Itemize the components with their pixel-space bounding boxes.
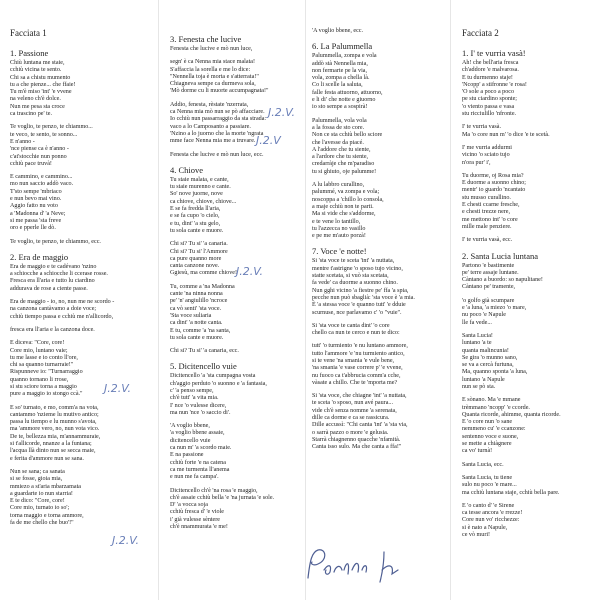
lyric-line: trèmmano 'ncopp' 'e ccorde.	[462, 404, 530, 411]
column-divider	[450, 0, 451, 600]
lyric-line: tutt' 'o turmiento 'e nu luntano ammore,	[312, 343, 408, 350]
lyric-line: e 'a luna, 'a miezo 'o mare,	[462, 305, 527, 312]
lyric-line: e pe me m'auto porzà!	[312, 233, 366, 240]
lyric-line: Era de maggio e te cadévano 'nzino	[10, 263, 97, 270]
lyric-line: Fenesta che lucive e mò nun luce,	[170, 46, 253, 52]
lyric-line: mentr' io guardo 'ncantato	[462, 187, 526, 194]
lyric-line: vicino 'o sciato tujo	[462, 152, 510, 159]
column-songs-6-7	[312, 28, 430, 452]
lyric-line: si è nato a Napule,	[462, 524, 508, 531]
lyric-line: Core mio, luntano vaie;	[10, 347, 68, 354]
lyric-line: ca pure quanno more	[170, 255, 222, 262]
lyric-line: Dille accussì: "Chi canta 'int' 'a 'sta via,	[312, 422, 408, 429]
lyric-line: se mette a chiàgnere	[462, 441, 512, 448]
lyric-line: pure a maggio io stongo ccà."	[10, 391, 83, 398]
lyric-line: ca vo' turnà!	[462, 448, 493, 455]
lyric-line: 'Mò dorme cu li muorte accumpagnata!"	[170, 88, 269, 95]
column-divider	[158, 0, 159, 600]
lyric-line: e nun me fa campa'.	[170, 474, 219, 481]
lyric-line: Si 'sta voce te canta dint' 'o core	[312, 322, 390, 329]
lyric-line: e nun bevo mai vino.	[10, 196, 62, 203]
song-block	[312, 41, 430, 240]
handwritten-signature	[300, 540, 420, 590]
lyric-line: "Nennella toja è morta e s'atterrata!"	[170, 73, 259, 80]
lyric-line: Tu m'è miso 'int' 'e vvene	[10, 89, 72, 96]
lyric-line: me mettono int' 'o core	[462, 216, 518, 223]
lyric-line: Canta isso sulo. Ma che canta a ffa!"	[312, 444, 402, 451]
lyric-line: vola, zompa a chella là.	[312, 75, 370, 82]
lyric-line: ca vò senti' 'sta voce.	[170, 305, 222, 312]
lyric-line: vaco a lo Camposanto a passiare.	[170, 123, 251, 130]
lyric-line: scurnuse, nce parlavamo c' 'o "vuie".	[312, 309, 402, 316]
lyric-line: So' nove juorne, nove	[170, 191, 223, 198]
lyric-line: Palummella, vola vola	[312, 117, 367, 124]
lyric-line: nu poco 'e Napule	[462, 312, 506, 319]
lyric-line: te veco, te sento, te sonno...	[10, 131, 78, 138]
lyric-line: Fresca era ll'aria e tutto lu ciardino	[10, 278, 95, 285]
lyric-line: Nun se sana; ca sanata	[10, 468, 65, 475]
lyric-line: Quanta ricorde, ahimme, quanta ricorde.	[462, 411, 561, 418]
lyric-line: pecche nun può sbaglià: 'sta voce è 'a mia.	[312, 294, 415, 301]
lyric-line: cante 'na ninna nonna	[170, 291, 223, 298]
lyric-line: Dicitencello ch'è 'na rosa 'e maggio,	[170, 487, 258, 494]
lyric-line: Ah! che bell'aria fresca	[462, 60, 519, 66]
lyric-line: c'at'stocchie nun ponno	[10, 153, 67, 160]
lyric-line: te sceta 'o sposo, nun avé paura...	[312, 400, 393, 407]
lyric-line: 'Sta voce suliaria	[170, 312, 212, 319]
lyric-line: ch'è tutt' 'a vita mia.	[170, 395, 219, 402]
lyric-line: Chiagneva sempe ca durmeva sola,	[170, 81, 256, 88]
lyric-line: 'a voglio bbene assaie,	[170, 430, 225, 437]
lyric-line: Rispunneve io: "Turnarraggio	[10, 369, 83, 376]
lyric-line: a maje cchiù non te parti.	[312, 203, 374, 210]
lyric-line: Te voglio, te penzo, te chiammo, ecc.	[10, 238, 101, 245]
lyric-line: quanno tornano li rrose,	[10, 376, 69, 383]
lyric-line: Aggio fatto nu voto	[10, 203, 58, 210]
lyric-line: Fenesta che lucive e mò nun luce, ecc.	[170, 151, 264, 158]
lyric-line: ca tesse ancora 'e rrezze!	[462, 510, 523, 517]
lyric-line: E na passione	[170, 452, 204, 459]
lyric-line: I' me vurria addurmi	[462, 144, 512, 151]
lyric-line: Core mio, turnato io so';	[10, 505, 70, 512]
lyric-line: E 'o core nun 'o sane	[462, 419, 513, 426]
handwritten-mark: J.2.V.	[236, 265, 263, 278]
lyric-line: ch'è nnammurata 'e me!	[170, 524, 228, 531]
handwritten-mark: J.2.V.	[112, 534, 139, 547]
lyric-line: tu staie murenno e cante.	[170, 184, 231, 191]
lyric-line: Starrà chiagnenno quacche 'nfamità.	[312, 436, 401, 443]
lyric-line: Si 'sta voce te sceta 'int' 'a nuttata,	[312, 258, 395, 265]
lyric-line: Tu duorme, oj Rosa mia?	[462, 172, 524, 179]
lyric-line: si te vene 'na smania 'e vule bene,	[312, 357, 395, 364]
lyric-line: e se fa cupo 'o cielo,	[170, 213, 220, 220]
lyric-line: I' te vurria vasà.	[462, 124, 501, 131]
lyric-line: passa lu tiempo e lu munno s'avota,	[10, 419, 97, 426]
handwritten-mark: J.2.V.	[268, 106, 295, 119]
lyric-line: Nun me pesa sta croce	[10, 103, 65, 110]
lyric-line: I' te vurria vasà, ecc.	[462, 237, 513, 244]
lyric-line: 'nce piense ca è n'anno -	[10, 146, 69, 153]
lyric-line: ce vò muri!	[462, 532, 491, 539]
lyric-line: stu musso curallino.	[462, 194, 511, 201]
lyric-line: torna maggio e torna ammore,	[10, 512, 84, 519]
lyric-line: lle fa vede...	[462, 319, 492, 326]
lyric-line: ca Nenna mia mò nun se pò affacciare.	[170, 109, 265, 116]
lyric-line: E diceva: "Core, core!	[10, 340, 65, 347]
lyric-line: a l'ardore che tu siente,	[312, 154, 369, 161]
lyric-line: na canzona cantàvamo a doie voce;	[10, 306, 97, 313]
lyric-line: ch'aggio perduto 'o suonno e 'a fantasia,	[170, 380, 267, 387]
lyric-line: Ma, quanno sponta 'a luna,	[462, 369, 528, 376]
lyric-line: E tu, comme 'a 'na santa,	[170, 327, 231, 334]
lyric-line: E cammino, e cammino...	[10, 174, 73, 181]
column-divider	[305, 0, 306, 600]
song-title: 2. Santa Lucia luntana	[462, 250, 539, 261]
handwritten-mark: J.2.V.	[104, 382, 131, 395]
lyric-line: Dicitencello 'a 'sta cumpagna vosta	[170, 373, 256, 380]
lyric-line: fresca era ll'aria e la canzona doce.	[10, 326, 95, 333]
lyric-line: nun se pò sta.	[462, 383, 496, 390]
lyric-line: Ggiesù, ma comme chiove!	[170, 270, 238, 277]
lyric-line: Chi si? Tu si' 'a canaria.	[170, 241, 228, 248]
lyric-line: n'ora pur' i',	[462, 159, 491, 166]
lyric-line: l'acqua llà dinto nun se secca maie,	[10, 448, 96, 455]
song-block	[462, 48, 592, 245]
lyric-line: si me passa 'sta freve	[10, 217, 62, 224]
song-block	[312, 28, 430, 35]
lyric-line: E sònano. Ma 'e mmane	[462, 397, 521, 404]
lyric-line: Si 'sta voce, che chiagne 'int' 'a nuttata,	[312, 393, 407, 400]
lyric-line: Partono 'e bastimente	[462, 262, 515, 269]
lyric-line: e li di' che notte e giuorno	[312, 97, 376, 104]
song-block	[10, 252, 118, 528]
lyric-line: cchiù tiempo passa e cchiù me n'allicordo,	[10, 313, 114, 320]
song-title: 6. La Palummella	[312, 41, 373, 52]
lyric-line: Santa Lucia!	[462, 332, 493, 339]
lyric-line: A l'addore che tu siente,	[312, 146, 371, 153]
lyric-line: 'o golfo già scumpare	[462, 297, 515, 304]
lyric-line: Chiù luntana me staie,	[10, 60, 65, 66]
lyric-line: Chi si? Tu si' l'Ammore	[170, 248, 228, 255]
lyric-line: si stu sciore torna a maggio	[10, 383, 77, 390]
lyric-line: chi sa quanno turnarraie!"	[10, 362, 74, 369]
lyric-line: a la fossa de sto core.	[312, 124, 365, 131]
lyric-line: D' 'a vocca soja	[170, 502, 208, 509]
lyric-line: cantammo 'nzieme lu mutivo antico;	[10, 411, 99, 418]
lyric-line: fa de me chello che buo'!"	[10, 520, 74, 527]
song-block	[312, 246, 430, 451]
lyric-line: De te, bellezza mia, m'annammuraie,	[10, 433, 101, 440]
lyric-line: mentre t'astrigne 'o sposo tujo vicino,	[312, 265, 403, 272]
lyric-line: luntano 'a te	[462, 340, 492, 347]
lyric-line: ca me turmenta ll'anema	[170, 466, 230, 473]
lyric-line: Tu, comme a 'na Madonna	[170, 283, 235, 290]
lyric-line: dille ca dorme e ca se rassicura.	[312, 415, 390, 422]
side-heading: Facciata 2	[462, 28, 499, 38]
lyric-line: A lu labbro curallino,	[312, 182, 365, 189]
lyric-line: mo nun saccio addò vaco.	[10, 181, 74, 188]
column-side-2	[462, 28, 592, 539]
lyric-line: cchiù fresca d' 'e viole	[170, 509, 224, 516]
song-block	[170, 361, 305, 531]
lyric-line: Tu staie malata, e cante,	[170, 176, 229, 183]
lyric-line: E n'anno -	[10, 138, 35, 145]
column-songs-3-5	[170, 28, 305, 531]
lyric-line: dicitencello vuie	[170, 437, 211, 444]
lyric-line: addò stà Nennella mia,	[312, 60, 368, 67]
lyric-line: Era de maggio - io, no, nun me ne scordo -	[10, 299, 115, 306]
lyric-line: falle festa attuorno, attuorno,	[312, 89, 383, 96]
lyric-line: Santa Lucia, ecc.	[462, 461, 504, 468]
lyric-line: Chi si? Tu si' 'a canaria, ecc.	[170, 348, 239, 355]
lyric-line: Core nun vo' ricchezze:	[462, 517, 520, 524]
lyric-line: mille male penziere.	[462, 223, 512, 230]
lyric-line: 'O sole a poco a poco	[462, 89, 515, 96]
lyric-line: che l'avesse da piacé.	[312, 139, 364, 146]
lyric-line: È 'a stessa voce 'e quanno tutt' 'e dduie	[312, 302, 406, 309]
side-heading: Facciata 1	[10, 28, 47, 38]
lyric-line: mme face Nenna mia me a truvare.	[170, 138, 256, 145]
lyric-line: e te vene lo tantillo,	[312, 218, 361, 225]
lyric-line: stu ricciulillo 'nfronte.	[462, 111, 517, 118]
lyric-line: tu sola cante e muore.	[170, 334, 224, 341]
song-title: 3. Fenesta che lucive	[170, 34, 242, 44]
lyric-line: tu l'azzecca no vasillo	[312, 225, 366, 232]
song-title: 1. I' te vurria vasà!	[462, 48, 526, 58]
lyric-line: se va a cercà furtuna,	[462, 362, 514, 369]
lyric-line: Te voglio, te penzo, te chiammo...	[10, 124, 93, 131]
lyric-line: I' nce 'o vulesse dicere,	[170, 402, 227, 409]
lyric-line: E tu durmenno staje!	[462, 74, 513, 81]
song-title: 4. Chiove	[170, 164, 204, 175]
lyric-line: ma nun 'nce 'o saccio di'.	[170, 409, 231, 416]
lyric-line: vide ch'è senza nomme 'a serenata,	[312, 407, 397, 414]
lyric-line: vàsate a chillo. Che te 'mporta me?	[312, 379, 398, 386]
lyric-line: cchiù vicina te sento.	[10, 67, 62, 74]
lyric-line: ca dint' 'a notte canta.	[170, 320, 223, 327]
song-block	[10, 48, 118, 246]
lyric-line: 'na smania 'e vase correre p' 'e vvene,	[312, 365, 403, 372]
lyric-line: fa vede' ca duorme a suonno chino.	[312, 280, 398, 287]
lyric-line: cchiù pace truvà!	[10, 160, 52, 167]
lyric-line: Palummella, zompa e vola	[312, 53, 377, 60]
lyric-line: si t'allicorde, nnanze a la funtana;	[10, 441, 92, 448]
lyric-line: e tu, dint' 'a stu gelo,	[170, 220, 221, 227]
lyric-line: Io cchiù nun passarraggio da sta strada:	[170, 116, 267, 123]
lyric-line: e ferita d'ammore nun se sana.	[10, 455, 84, 462]
lyric-line: pe' 'n' angiulillo 'ncroce	[170, 298, 228, 305]
lyric-line: E so' turnato, e mo, comm'a na vota,	[10, 404, 99, 411]
lyric-line: canta canzone nove.	[170, 263, 220, 270]
lyric-line: credarràje che m'paradiso	[312, 161, 375, 168]
lyric-line: 'Nzino a lo juorno che la morte 'ngrata	[170, 130, 264, 137]
lyric-line: Càntano a buordo: so napulitane!	[462, 277, 543, 284]
song-block	[462, 251, 592, 540]
lyric-line: ma 'ammore vero, no, nun vota vico.	[10, 426, 100, 433]
lyric-line: palummé, va zompa e vola;	[312, 189, 380, 196]
lyric-line: tu sola cante e muore.	[170, 227, 224, 234]
song-block	[170, 34, 305, 159]
lyric-line: segn' è ca Nenna mia stace malata!	[170, 59, 256, 66]
lyric-line: S'affaccia la sorella e me lo dice:	[170, 66, 251, 73]
lyric-line: tu a che pienze... che ffaie!	[10, 81, 76, 88]
song-title: 1. Passione	[10, 48, 49, 58]
lyric-line: Se gira 'o munno sano,	[462, 354, 518, 361]
lyric-line: Ma 'o core nun m' 'o dice 'e te scetà.	[462, 131, 550, 138]
handwritten-mark: J.2.V	[256, 134, 281, 147]
lyric-line: a schiocche a schiocche li ccerase rosse.	[10, 271, 108, 278]
lyric-line: quanta malincunia!	[462, 347, 509, 354]
lyric-line: Santa Lucia, tu tiene	[462, 474, 513, 481]
lyric-line: ma cchiù luntana staje, cchiù bella pare.	[462, 489, 560, 496]
lyric-line: 'Ncopp' a stifronne 'e rosa!	[462, 81, 527, 88]
lyric-line: nemmeno cu' 'e ccanzone:	[462, 426, 526, 433]
lyric-line: a 'Madonna d' 'a Neve;	[10, 210, 66, 217]
lyric-line: E chesti ccarne fresche,	[462, 202, 520, 209]
column-side-1	[10, 28, 118, 527]
lyric-line: io sto sempe a sospirà!	[312, 104, 368, 111]
lyric-line: 'o viento passa e vasa	[462, 103, 515, 110]
lyric-line: Càntano pe' tramente,	[462, 284, 516, 291]
lyric-line: T'sto sempe 'mbriaco	[10, 188, 62, 195]
lyric-line: Addio, fenesta, rèstate 'nzerrata,	[170, 101, 249, 108]
lyric-line: ca chiove, chiove, chiove...	[170, 198, 237, 205]
lyric-line: ca trascino pe' te.	[10, 111, 53, 118]
song-title: 7. Voce 'e notte!	[312, 246, 367, 257]
lyric-line: Non ce sta cchiù bello sciore	[312, 132, 383, 139]
lyric-line: si se fosse, gioia mia,	[10, 476, 63, 483]
lyric-line: E se fa fredda ll'aria,	[170, 206, 221, 213]
lyric-line: 'A voglio bbene,	[170, 423, 210, 430]
lyric-line: chello ca nun te cerco e nun te dico:	[312, 330, 400, 337]
lyric-line: Chi sa a chistu mumento	[10, 74, 71, 81]
song-title: 5. Dicitencello vuie	[170, 361, 237, 372]
lyric-line: Ma si vide che s'addorme,	[312, 211, 376, 218]
lyric-line: tutto l'ammore 'e 'nu turmiento antico,	[312, 350, 405, 357]
lyric-line: noscoppa a 'chillo lo consola,	[312, 196, 384, 203]
lyric-line: 'A voglio bbene, ecc.	[312, 28, 364, 34]
lyric-line: a guardarte io nun starria!	[10, 490, 73, 497]
song-block	[170, 165, 305, 356]
lyric-line: e chesti trezze nere,	[462, 209, 511, 216]
lyric-line: ch'addore 'e malvarosa.	[462, 67, 519, 74]
lyric-line: E te dico: "Core, core!	[10, 498, 65, 505]
lyric-line: pe' terre assaje luntane.	[462, 269, 519, 276]
lyric-line: na veleno ch'è dolce.	[10, 96, 61, 103]
lyric-line: c' 'a penso sempe,	[170, 387, 214, 394]
lyric-line: tu si ghiuto, oje palumme!	[312, 168, 377, 175]
lyric-line: addurava de rose a ciente passe.	[10, 285, 88, 292]
lyric-line: Nun gghi vicino 'a fiestre pe' ffa 'a spia,	[312, 287, 409, 294]
lyric-line: sulo nu poco 'e mare...	[462, 482, 517, 489]
lyric-line: ch'è assaie cchiù bella 'e 'na jurnata 'e sole.	[170, 494, 275, 501]
lyric-line: ca nun m' 'a scordo maie.	[170, 445, 232, 452]
lyric-line: sentenno voce e suone,	[462, 433, 519, 440]
lyric-line: i' già vulesse sèntere	[170, 516, 220, 523]
lyric-line: tu me lasse e io conto ll'ore,	[10, 354, 78, 361]
lyric-line: E 'o canto d' 'e Sirene	[462, 502, 515, 509]
lyric-line: nu fuoco ca t'abbrucia comm'a cche,	[312, 372, 401, 379]
lyric-line: mmiezo a st'aria mbarzamata	[10, 483, 81, 490]
lyric-line: E duorme a suonno chino;	[462, 180, 526, 187]
lyric-line: non fermarte pe la via,	[312, 67, 367, 74]
lyric-line: oro e pperle lle dò.	[10, 225, 56, 232]
lyric-line: Co li scelle la saluta,	[312, 82, 363, 89]
lyric-line: pe stu ciardino sponte;	[462, 96, 518, 103]
song-title: 2. Era de maggio	[10, 251, 69, 262]
lyric-line: o sarrà pazzo o more 'e gelusia.	[312, 429, 389, 436]
lyric-line: cchiù forte 'e na catena	[170, 459, 226, 466]
lyric-line: luntano 'a Napule	[462, 376, 505, 383]
lyric-line: statte scetata, si vuò sta scetata,	[312, 273, 389, 280]
